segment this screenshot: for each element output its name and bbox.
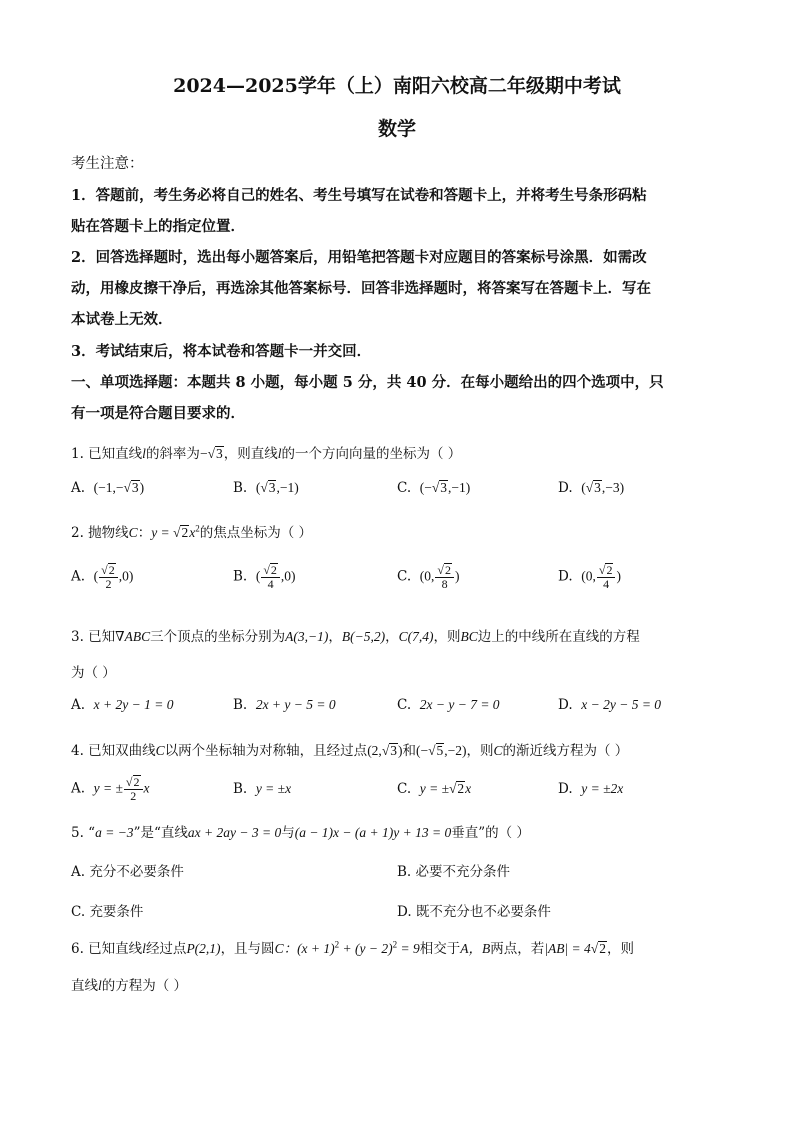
q4-option-b <box>233 781 291 797</box>
q3-text-c: ，则 <box>433 629 461 645</box>
q2-option-a-pre: ( <box>93 568 99 584</box>
q4-option-a-post: x <box>143 780 150 796</box>
exam-title: 2024—2025学年（上）南阳六校高二年级期中考试 <box>173 75 621 97</box>
q5-option-b-label: B. <box>397 864 412 880</box>
q1-text-d: 的一个方向向量的坐标为（ ） <box>281 446 462 462</box>
q4-point-2-post: ,−2) <box>444 743 467 758</box>
q2-eq-pre: y = <box>151 525 174 540</box>
q6-text-d: 相交于 <box>419 941 461 957</box>
q1-slope-sign: − <box>199 446 208 461</box>
q4-point-1-radical: √ <box>381 743 390 758</box>
q6-mid: + (y − 2) <box>339 941 393 956</box>
q4-option-c-root: 2 <box>457 781 465 796</box>
q1-option-b-post: ,−1) <box>276 480 299 495</box>
q2-text-a: 2. 抛物线 <box>71 525 129 541</box>
q2-option-a <box>71 563 133 591</box>
q4-option-c-post: x <box>465 781 472 796</box>
q2-colon: ： <box>137 525 152 541</box>
q4-curve-2: C <box>493 743 503 758</box>
q1-slope-root: 3 <box>215 446 223 461</box>
q2-option-c-pre: (0, <box>419 568 435 584</box>
q4-option-a-den: 2 <box>130 789 137 804</box>
q2-option-b-den: 4 <box>267 577 274 592</box>
q2-eq-sup: 2 <box>195 523 200 534</box>
q5-option-a-text: 充分不必要条件 <box>89 864 184 880</box>
q2-option-b-frac: $\frac{√2}{4}$ <box>261 563 280 591</box>
q3-option-a <box>71 697 173 713</box>
q1-option-a-label: A. <box>71 480 86 496</box>
q4-option-c-pre: y = ± <box>419 781 449 796</box>
q6-text-a: 6. 已知直线 <box>71 941 143 957</box>
q1-option-d-label: D. <box>558 480 573 496</box>
q3-side-bc: BC <box>460 629 478 644</box>
q2-option-a-num: 2 <box>108 563 115 577</box>
q3-text-d: 边上的中线所在直线的方程 <box>477 629 640 645</box>
q2-option-a-frac: $\frac{√2}{2}$ <box>99 563 118 591</box>
q4-text-b: 以两个坐标轴为对称轴，且经过点 <box>164 743 368 759</box>
q3-point-a: A(3,−1) <box>285 629 329 644</box>
notice-line-4: 动，用橡皮擦干净后，再选涂其他答案标号．回答非选择题时，将答案写在答题卡上．写在 <box>71 280 651 297</box>
q1-option-c-pre: (− <box>419 480 432 495</box>
q1-option-d-root: 3 <box>594 480 601 495</box>
q3-option-a-expr: x + 2y − 1 = 0 <box>93 697 174 712</box>
q5-option-a-label: A. <box>71 864 86 880</box>
q4-point-1-post: ) <box>397 743 403 758</box>
q4-text-a: 4. 已知双曲线 <box>71 743 156 759</box>
q5-condition: a = −3 <box>95 825 134 840</box>
q2-option-d <box>558 563 621 591</box>
q1-option-a <box>71 480 144 496</box>
q3-triangle: ∇ABC <box>115 629 151 644</box>
question-5-stem <box>71 821 530 841</box>
q2-option-c-post: ) <box>454 568 460 584</box>
q1-radical: √ <box>207 446 215 461</box>
q5-option-b-text: 必要不充分条件 <box>415 864 511 880</box>
q2-eq-post: x <box>189 525 196 540</box>
q5-option-b <box>397 860 510 880</box>
q2-option-d-den: 4 <box>603 577 610 592</box>
q1-option-d-pre: ( <box>581 480 586 495</box>
notice-line-1: 1．答题前，考生务必将自己的姓名、考生号填写在试卷和答题卡上，并将考生号条形码粘 <box>71 187 647 204</box>
q1-option-b-pre: ( <box>255 480 261 495</box>
q1-option-c-post: ,−1) <box>448 480 471 495</box>
q1-option-b-root: 3 <box>268 480 276 495</box>
question-3-stem-line-1 <box>71 625 640 645</box>
q6-text-c: ，且与圆 <box>220 941 275 957</box>
q6-radical: √ <box>590 941 599 956</box>
q2-option-a-post: ,0) <box>118 568 134 584</box>
q3-option-c-expr: 2x − y − 7 = 0 <box>419 697 500 712</box>
q4-curve: C <box>155 743 165 758</box>
q3-sep-1: ， <box>328 629 342 645</box>
q2-option-b-num: 2 <box>270 563 277 577</box>
q6-circle: C：(x + 1) <box>274 941 335 956</box>
q2-curve: C <box>128 525 138 540</box>
q4-point-1-root: 3 <box>390 743 397 758</box>
q5-option-c-text: 充要条件 <box>89 904 144 920</box>
q2-option-b-post: ,0) <box>280 568 296 584</box>
question-2-stem <box>71 521 312 541</box>
q1-option-d-post: ,−3) <box>601 480 625 495</box>
q5-option-d-text: 既不充分也不必要条件 <box>415 904 551 920</box>
subject-title: 数学 <box>377 118 416 140</box>
q4-point-2-radical: √ <box>428 743 436 758</box>
question-3-stem-line-2: 为（ ） <box>71 665 116 681</box>
q4-text-d: 的渐近线方程为（ ） <box>502 743 629 759</box>
q6-sup-2: 2 <box>392 939 398 950</box>
q1-option-a-root: 3 <box>131 480 139 495</box>
question-1-stem <box>71 442 461 462</box>
q3-option-b-label: B. <box>233 697 248 713</box>
q5-line-2: (a − 1)x − (a + 1)y + 13 = 0 <box>294 825 452 840</box>
q3-text-a: 3. 已知 <box>71 629 116 645</box>
q6-abs: |AB| = 4 <box>544 941 591 956</box>
q1-option-a-radical: √ <box>123 480 131 495</box>
q1-option-d-radical: √ <box>585 480 594 495</box>
q1-option-d <box>558 480 624 496</box>
q5-text-b: ”是“直线 <box>133 825 188 841</box>
notice-line-3: 2．回答选择题时，选出每小题答案后，用铅笔把答题卡对应题目的答案标号涂黑．如需改 <box>71 249 647 266</box>
q3-option-d-label: D. <box>558 697 573 713</box>
q4-option-c <box>397 781 471 797</box>
q2-option-d-num: 2 <box>606 563 613 577</box>
q1-text-a: 1. 已知直线 <box>71 446 143 462</box>
q3-option-c-label: C. <box>397 697 412 713</box>
q2-option-b-pre: ( <box>255 568 261 584</box>
q2-text-b: 的焦点坐标为（ ） <box>199 525 313 541</box>
q6-text-e: 两点，若 <box>490 941 545 957</box>
q1-option-c <box>397 480 470 496</box>
q3-text-b: 三个顶点的坐标分别为 <box>150 629 286 645</box>
q4-option-a-num: 2 <box>133 775 140 789</box>
q2-option-d-pre: (0, <box>581 568 596 584</box>
q4-option-d-pre: y = ±2x <box>581 781 624 796</box>
q4-text-c: ，则 <box>466 743 494 759</box>
q2-option-a-den: 2 <box>105 577 112 592</box>
q1-option-b-label: B. <box>233 480 248 496</box>
q3-point-b: B(−5,2) <box>341 629 386 644</box>
q4-point-2-pre: (− <box>415 743 429 758</box>
notice-heading: 考生注意： <box>71 156 144 172</box>
q2-option-c-frac: $\frac{√2}{8}$ <box>435 563 454 591</box>
notice-line-5: 本试卷上无效． <box>71 311 173 328</box>
question-4-stem <box>71 739 628 759</box>
q1-option-a-post: ) <box>139 480 145 495</box>
q6-var-2: l <box>98 978 102 993</box>
q6-point: P(2,1) <box>186 941 221 956</box>
q5-option-c <box>71 900 143 920</box>
q4-option-c-label: C. <box>397 781 412 797</box>
q1-option-a-pre: (−1,− <box>93 480 124 495</box>
question-6-stem-line-2 <box>71 974 187 994</box>
q6-text-f: ，则 <box>606 941 634 957</box>
q6-ab: A，B <box>460 941 491 956</box>
q1-option-c-root: 3 <box>440 480 448 495</box>
q6-eq-tail: = 9 <box>397 941 420 956</box>
q3-option-b <box>233 697 336 713</box>
q6-abs-root: 2 <box>599 941 606 956</box>
q4-option-a <box>71 775 150 803</box>
q4-point-1-pre: (2, <box>367 743 382 758</box>
q1-var-2: l <box>277 446 282 461</box>
q2-option-d-post: ) <box>616 568 621 584</box>
q6-line2-a: 直线 <box>71 978 98 994</box>
q2-eq-root: 2 <box>181 525 189 540</box>
q6-sup-1: 2 <box>334 939 340 950</box>
q4-and: 和 <box>402 743 416 759</box>
q3-option-b-expr: 2x + y − 5 = 0 <box>255 697 336 712</box>
q3-sep-2: ， <box>385 629 399 645</box>
q6-line2-b: 的方程为（ ） <box>101 978 188 994</box>
q3-option-c <box>397 697 500 713</box>
notice-line-2: 贴在答题卡上的指定位置． <box>71 218 245 235</box>
q4-option-c-radical: √ <box>449 781 457 796</box>
q1-option-b <box>233 480 299 496</box>
q4-option-b-pre: y = ±x <box>255 781 292 796</box>
q4-option-a-label: A. <box>71 780 86 797</box>
q4-option-d <box>558 781 623 797</box>
q2-option-b <box>233 563 296 591</box>
q1-option-c-radical: √ <box>431 480 440 495</box>
q6-var: l <box>142 941 146 956</box>
q4-option-a-frac: $\frac{√2}{2}$ <box>124 775 143 803</box>
q3-option-d-expr: x − 2y − 5 = 0 <box>581 697 662 712</box>
q2-option-c <box>397 563 459 591</box>
q5-text-d: 垂直”的（ ） <box>451 825 530 841</box>
q4-option-a-pre: y = ± <box>93 780 123 796</box>
q3-option-a-label: A. <box>71 697 86 713</box>
q5-text-c: 与 <box>281 825 295 841</box>
q2-option-c-den: 8 <box>441 577 448 592</box>
q1-option-b-radical: √ <box>260 480 268 495</box>
q5-line-1: ax + 2ay − 3 = 0 <box>187 825 282 840</box>
q2-option-d-frac: $\frac{√2}{4}$ <box>597 563 616 591</box>
q5-option-a <box>71 860 184 880</box>
q1-text-c: ，则直线 <box>223 446 278 462</box>
q2-option-b-label: B. <box>233 568 248 585</box>
q6-text-b: 经过点 <box>145 941 187 957</box>
q2-option-c-label: C. <box>397 568 412 585</box>
q2-radical: √ <box>173 525 181 540</box>
q5-option-c-label: C. <box>71 904 86 920</box>
q3-point-c: C(7,4) <box>398 629 434 644</box>
notice-line-6: 3．考试结束后，将本试卷和答题卡一并交回． <box>71 343 372 360</box>
q2-option-a-label: A. <box>71 568 86 585</box>
q1-text-b: 的斜率为 <box>145 446 200 462</box>
question-6-stem-line-1 <box>71 937 634 957</box>
section-heading-line-2: 有一项是符合题目要求的． <box>71 405 245 422</box>
q2-option-d-label: D. <box>558 568 573 585</box>
q1-var: l <box>142 446 146 461</box>
q5-option-d-label: D. <box>397 904 412 920</box>
q4-option-b-label: B. <box>233 781 248 797</box>
q4-option-d-label: D. <box>558 781 573 797</box>
q3-option-d <box>558 697 661 713</box>
section-heading-line-1: 一、单项选择题：本题共 8 小题，每小题 5 分，共 40 分．在每小题给出的四个选项中，只 <box>71 374 664 391</box>
q5-text-a: 5. “ <box>71 825 96 841</box>
q2-option-c-num: 2 <box>444 563 451 577</box>
q5-option-d <box>397 900 551 920</box>
q4-point-2-root: 5 <box>436 743 444 758</box>
q1-option-c-label: C. <box>397 480 412 496</box>
